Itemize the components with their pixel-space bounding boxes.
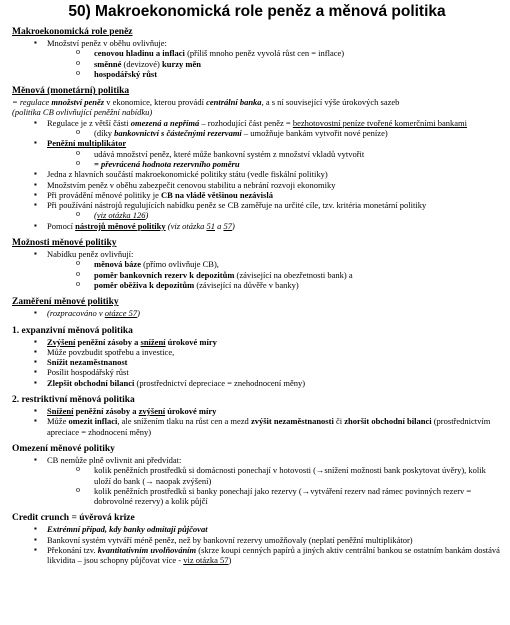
bullet-item: ▪ Peněžní multiplikátor (12, 138, 502, 148)
section (12, 326, 502, 388)
bullet-item: ▪ Množství peněz v oběhu ovlivňuje: (12, 38, 502, 48)
bullet-item: ▪ Regulace je z větší části omezená a nepřímá – rozhodující část peněz = bezhotovostní peníze tvořené komerčními bankami (12, 118, 502, 128)
bullet-item: ▪ Posílit hospodářský růst (12, 367, 502, 377)
bullet-item: ▪ Při používání nástrojů regulujících nabídku peněz se CB zaměřuje na určité cíle, tzv. kritéria monetární politiky (12, 200, 502, 210)
section-heading: Makroekonomická role peněz (12, 27, 133, 37)
bullet-item: ▪ Zlepšit obchodní bilanci (prostřednictví depreciace = znehodnocení měny) (12, 378, 502, 388)
section (12, 27, 502, 79)
bullet-item: ▪ Zvýšení peněžní zásoby a snížení úrokové míry (12, 337, 502, 347)
bullet-item: ▪ CB nemůže plně ovlivnit ani předvídat: (12, 455, 502, 465)
bullet-item: ▪ (rozpracováno v otázce 57) (12, 308, 502, 318)
section-heading: Měnová (monetární) politika (12, 86, 130, 97)
sub-bullet-item: o cenovou hladinu a inflaci (příliš mnoho peněz vyvolá růst cen = inflace) (12, 48, 502, 58)
bullet-list (12, 38, 502, 79)
sub-bullet-item: o hospodářský růst (12, 69, 502, 79)
bullet-item: ▪ Snížit nezaměstnanost (12, 357, 502, 367)
bullet-item: ▪ Při provádění měnové politiky je CB na vládě většinou nezávislá (12, 190, 502, 200)
bullet-item: ▪ Může povzbudit spotřebu a investice, (12, 347, 502, 357)
section (12, 513, 502, 565)
bullet-list (12, 524, 502, 565)
section-heading: Možnosti měnové politiky (12, 238, 117, 249)
bullet-item: ▪ Jedna z hlavních součástí makroekonomické politiky státu (vedle fiskální politiky) (12, 169, 502, 179)
bullet-item: ▪ Extrémní případ, kdy banky odmítají půjčovat (12, 524, 502, 534)
sub-bullet-item: o kolik peněžních prostředků si banky ponechají jako rezervy (→vytváření rezerv nad rámec povinných rezerv = dobrovolné rezervy) a kolik půjčí (12, 486, 502, 507)
section (12, 86, 502, 231)
bullet-list (12, 455, 502, 506)
section (12, 395, 502, 437)
bullet-list (12, 337, 502, 388)
bullet-item: ▪ Nabídku peněz ovlivňují: (12, 249, 502, 259)
section-heading: 1. expanzivní měnová politika (12, 325, 133, 336)
section-heading: Zaměření měnové politiky (12, 297, 119, 308)
document-body (12, 27, 502, 566)
sub-bullet-item: o kolik peněžních prostředků si domácnosti ponechají v hotovosti (→snížení možnosti bank poskytovat úvěry), kolik uloží do bank (→ naopak zvýšení) (12, 465, 502, 486)
section (12, 238, 502, 290)
sub-bullet-item: o měnová báze (přímo ovlivňuje CB), (12, 259, 502, 269)
bullet-list (12, 406, 502, 437)
sub-bullet-item: o udává množství peněz, které může bankovní systém z množství vkladů vytvořit (12, 149, 502, 159)
sub-bullet-item: o (viz otázka 126) (12, 210, 502, 220)
sub-bullet-item: o směnné (devizové) kurzy měn (12, 59, 502, 69)
section-heading: 2. restriktivní měnová politika (12, 395, 135, 406)
bullet-list (12, 308, 502, 318)
section-heading: Omezení měnové politiky (12, 443, 115, 454)
section (12, 297, 502, 318)
sub-bullet-item: o (díky bankovnictví s částečnými rezervami – umožňuje bankám vytvořit nové peníze) (12, 128, 502, 138)
bullet-item: ▪ Může omezit inflaci, ale snížením tlaku na růst cen a mezd zvýšit nezaměstnanosti či zhoršit obchodní bilanci (prostřednictvím apreciace = zhodnocení měny) (12, 416, 502, 437)
bullet-item: ▪ Snížení peněžní zásoby a zvýšení úrokové míry (12, 406, 502, 416)
sub-bullet-item: o poměr oběživa k depozitům (závisející na důvěře v banky) (12, 280, 502, 290)
bullet-item: ▪ Množstvím peněz v oběhu zabezpečit cenovou stabilitu a nebrání rozvoji ekonomiky (12, 180, 502, 190)
bullet-list (12, 118, 502, 231)
section-heading: Credit crunch = úvěrová krize (12, 513, 135, 524)
sub-bullet-item: o poměr bankovních rezerv k depozitům (závisející na obezřetnosti bank) a (12, 270, 502, 280)
bullet-item: ▪ Bankovní systém vytváří méně peněz, než by bankovní rezervy umožňovaly (neplatí peněžní multiplikátor) (12, 535, 502, 545)
bullet-list (12, 249, 502, 290)
section-intro: = regulace množství peněz v ekonomice, kterou provádí centrální banka, a s ní související výše úrokových sazeb (12, 97, 400, 108)
bullet-item: ▪ Překonání tzv. kvantitativním uvolňováním (skrze koupi cenných papírů a jiných aktiv centrální bankou se ostatním bankám dostává likvidita – jsou schopny půjčovat více - viz otázka 57) (12, 545, 502, 566)
page-title: 50) Makroekonomická role peněz a měnová politika (68, 3, 446, 20)
section-intro: (politika CB ovlivňující peněžní nabídku) (12, 107, 153, 118)
section (12, 444, 502, 506)
sub-bullet-item: o = převrácená hodnota rezervního poměru (12, 159, 502, 169)
bullet-item: ▪ Pomocí nástrojů měnové politiky (viz otázka 51 a 57) (12, 221, 502, 231)
